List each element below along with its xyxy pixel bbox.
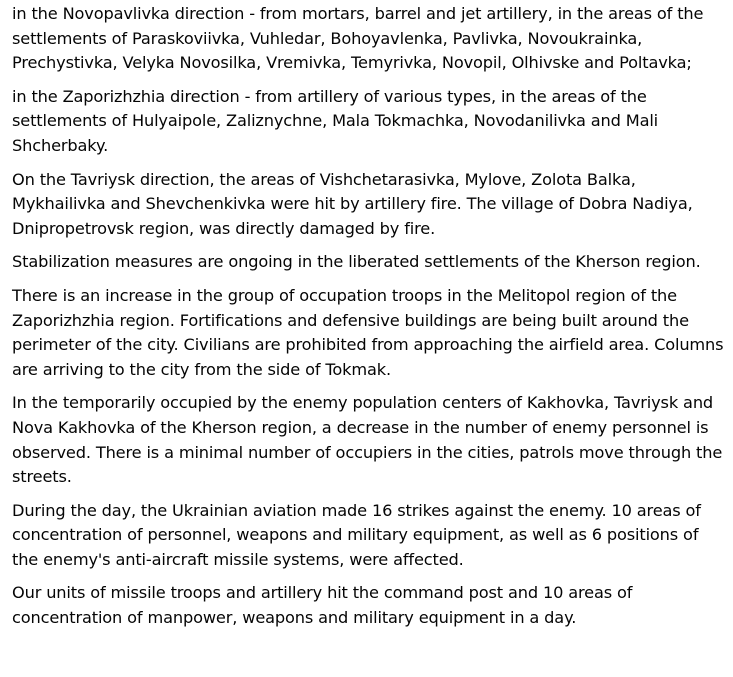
paragraph-aviation-strikes: During the day, the Ukrainian aviation made 16 strikes against the enemy. 10 areas of concentration of personnel, weapons and military equipment, as well as 6 positions of the enemy's anti-aircraft missile systems, were affected. xyxy=(12,500,701,569)
paragraph-novopavlivka-direction: in the Novopavlivka direction - from mortars, barrel and jet artillery, in the areas of the settlements of Paraskoviivka, Vuhledar, Bohoyavlenka, Pavlivka, Novoukrainka, Prechystivka, Velyka Novosilka, Vremivka, Temyrivka, Novopil, Olhivske and Poltavka; xyxy=(12,4,704,73)
paragraph-melitopol-troops: There is an increase in the group of occupation troops in the Melitopol region of the Zaporizhzhia region. Fortifications and defensive buildings are being built around the perimeter of the city. Civilians are prohibited from approaching the airfield area. Columns are arriving to the city from the side of Tokmak. xyxy=(12,285,724,379)
paragraph-zaporizhzhia-direction: in the Zaporizhzhia direction - from artillery of various types, in the areas of the settlements of Hulyaipole, Zaliznychne, Mala Tokmachka, Novodanilivka and Mali Shcherbaky. xyxy=(12,86,659,155)
post-body xyxy=(12,2,724,640)
paragraph-tavriysk-direction: On the Tavriysk direction, the areas of Vishchetarasivka, Mylove, Zolota Balka, Mykhailivka and Shevchenkivka were hit by artillery fire. The village of Dobra Nadiya, Dnipropetrovsk region, was directly damaged by fire. xyxy=(12,169,693,238)
paragraph-kherson-stabilization: Stabilization measures are ongoing in the liberated settlements of the Kherson region. xyxy=(12,252,701,272)
paragraph-occupied-centers: In the temporarily occupied by the enemy population centers of Kakhovka, Tavriysk and Nova Kakhovka of the Kherson region, a decrease in the number of enemy personnel is observed. There is a minimal number of occupiers in the cities, patrols move through the streets. xyxy=(12,393,723,487)
paragraph-artillery-strikes: Our units of missile troops and artillery hit the command post and 10 areas of concentration of manpower, weapons and military equipment in a day. xyxy=(12,583,633,628)
